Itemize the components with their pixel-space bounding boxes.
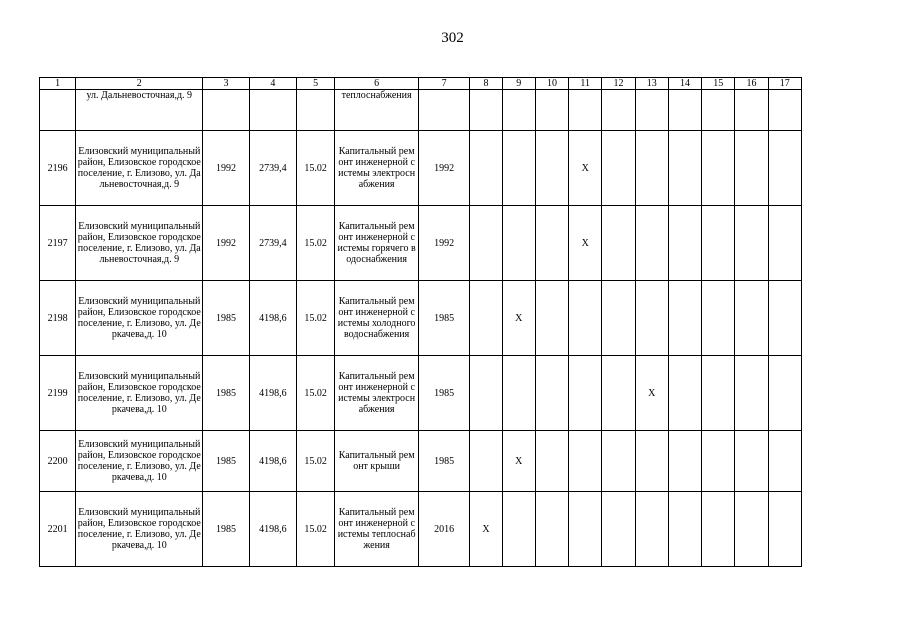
cell-col17 (768, 206, 801, 281)
continuation-row (40, 90, 802, 131)
cell-number: 2201 (40, 492, 76, 567)
cell-col15 (702, 356, 735, 431)
cell-col11: X (569, 131, 602, 206)
cell-area: 2739,4 (249, 131, 296, 206)
cell-col10 (535, 356, 568, 431)
cell-address: Елизовский муниципальный район, Елизовское городское поселение, г. Елизово, ул. Деркачева,д. 10 (76, 431, 203, 492)
cell-address: Елизовский муниципальный район, Елизовское городское поселение, г. Елизово, ул. Дальневосточная,д. 9 (76, 206, 203, 281)
cell-col9 (502, 131, 535, 206)
cell-year: 1985 (203, 431, 249, 492)
cell-col14 (668, 431, 701, 492)
table-row (40, 356, 802, 431)
cell-col9 (502, 492, 535, 567)
table-row (40, 206, 802, 281)
cell-mark (668, 90, 701, 131)
header-cell: 7 (418, 78, 469, 90)
cell-col10 (535, 281, 568, 356)
cell-work: Капитальный ремонт крыши (335, 431, 419, 492)
cell-col14 (668, 131, 701, 206)
header-cell: 11 (569, 78, 602, 90)
cell-year-planned: 1992 (418, 206, 469, 281)
header-cell: 15 (702, 78, 735, 90)
cell-col12 (602, 206, 635, 281)
header-cell: 10 (535, 78, 568, 90)
header-cell: 12 (602, 78, 635, 90)
page-number: 302 (441, 30, 464, 46)
cell-work: Капитальный ремонт инженерной системы холодного водоснабжения (335, 281, 419, 356)
cell-col9: X (502, 281, 535, 356)
cell-col13 (635, 206, 668, 281)
cell-mark (535, 90, 568, 131)
cell-col17 (768, 431, 801, 492)
cell-area: 4198,6 (249, 492, 296, 567)
cell-area: 4198,6 (249, 356, 296, 431)
cell-col13 (635, 131, 668, 206)
cell-code (297, 90, 335, 131)
cell-col16 (735, 492, 768, 567)
cell-col15 (702, 431, 735, 492)
header-cell: 9 (502, 78, 535, 90)
cell-mark (569, 90, 602, 131)
header-cell: 3 (203, 78, 249, 90)
cell-number: 2199 (40, 356, 76, 431)
registry-table (39, 77, 802, 567)
cell-year: 1985 (203, 356, 249, 431)
cell-col13 (635, 431, 668, 492)
cell-col8: X (470, 492, 502, 567)
header-cell: 2 (76, 78, 203, 90)
cell-col12 (602, 281, 635, 356)
cell-col16 (735, 281, 768, 356)
cell-col16 (735, 131, 768, 206)
cell-col11 (569, 431, 602, 492)
cell-number: 2200 (40, 431, 76, 492)
cell-col15 (702, 131, 735, 206)
cell-col8 (470, 431, 502, 492)
cell-col14 (668, 281, 701, 356)
cell-col12 (602, 431, 635, 492)
cell-area: 4198,6 (249, 431, 296, 492)
cell-mark (735, 90, 768, 131)
cell-col15 (702, 492, 735, 567)
cell-year: 1992 (203, 131, 249, 206)
cell-col11: X (569, 206, 602, 281)
cell-year-planned: 1985 (418, 431, 469, 492)
cell-area: 2739,4 (249, 206, 296, 281)
table-row (40, 131, 802, 206)
cell-year-planned: 2016 (418, 492, 469, 567)
cell-year-planned: 1992 (418, 131, 469, 206)
cell-col10 (535, 492, 568, 567)
header-cell: 8 (470, 78, 502, 90)
cell-work: Капитальный ремонт инженерной системы электроснабжения (335, 131, 419, 206)
cell-mark (602, 90, 635, 131)
cell-year: 1985 (203, 281, 249, 356)
cell-work: Капитальный ремонт инженерной системы горячего водоснабжения (335, 206, 419, 281)
cell-col15 (702, 281, 735, 356)
cell-area: 4198,6 (249, 281, 296, 356)
cell-area (249, 90, 296, 131)
cell-year-planned: 1985 (418, 356, 469, 431)
cell-col8 (470, 281, 502, 356)
cell-address: ул. Дальневосточная,д. 9 (76, 90, 203, 131)
cell-col16 (735, 206, 768, 281)
cell-mark (768, 90, 801, 131)
cell-work: Капитальный ремонт инженерной системы электроснабжения (335, 356, 419, 431)
cell-address: Елизовский муниципальный район, Елизовское городское поселение, г. Елизово, ул. Деркачева,д. 10 (76, 356, 203, 431)
cell-year-planned (418, 90, 469, 131)
header-cell: 16 (735, 78, 768, 90)
header-cell: 5 (297, 78, 335, 90)
cell-code: 15.02 (297, 356, 335, 431)
cell-col13 (635, 281, 668, 356)
header-cell: 13 (635, 78, 668, 90)
table-row (40, 281, 802, 356)
cell-year (203, 90, 249, 131)
cell-col17 (768, 131, 801, 206)
cell-code: 15.02 (297, 131, 335, 206)
cell-col13 (635, 492, 668, 567)
cell-col11 (569, 492, 602, 567)
cell-number: 2196 (40, 131, 76, 206)
cell-col11 (569, 356, 602, 431)
cell-col12 (602, 492, 635, 567)
header-cell: 17 (768, 78, 801, 90)
cell-year: 1985 (203, 492, 249, 567)
cell-mark (635, 90, 668, 131)
cell-work: Капитальный ремонт инженерной системы теплоснабжения (335, 492, 419, 567)
cell-mark (470, 90, 502, 131)
cell-year: 1992 (203, 206, 249, 281)
cell-col17 (768, 281, 801, 356)
cell-col8 (470, 206, 502, 281)
cell-col13: X (635, 356, 668, 431)
cell-address: Елизовский муниципальный район, Елизовское городское поселение, г. Елизово, ул. Деркачева,д. 10 (76, 281, 203, 356)
cell-number: 2197 (40, 206, 76, 281)
cell-col16 (735, 356, 768, 431)
cell-work: теплоснабжения (335, 90, 419, 131)
cell-col15 (702, 206, 735, 281)
header-cell: 14 (668, 78, 701, 90)
cell-col10 (535, 206, 568, 281)
cell-col17 (768, 356, 801, 431)
cell-year-planned: 1985 (418, 281, 469, 356)
cell-col14 (668, 356, 701, 431)
cell-col9 (502, 356, 535, 431)
cell-col14 (668, 206, 701, 281)
cell-col8 (470, 131, 502, 206)
cell-col9: X (502, 431, 535, 492)
header-cell: 1 (40, 78, 76, 90)
cell-col17 (768, 492, 801, 567)
cell-code: 15.02 (297, 281, 335, 356)
header-cell: 4 (249, 78, 296, 90)
cell-col10 (535, 431, 568, 492)
cell-col14 (668, 492, 701, 567)
cell-number (40, 90, 76, 131)
cell-mark (502, 90, 535, 131)
cell-col12 (602, 131, 635, 206)
cell-col9 (502, 206, 535, 281)
cell-code: 15.02 (297, 206, 335, 281)
cell-number: 2198 (40, 281, 76, 356)
cell-mark (702, 90, 735, 131)
cell-code: 15.02 (297, 492, 335, 567)
cell-col16 (735, 431, 768, 492)
header-cell: 6 (335, 78, 419, 90)
cell-col10 (535, 131, 568, 206)
cell-col12 (602, 356, 635, 431)
cell-address: Елизовский муниципальный район, Елизовское городское поселение, г. Елизово, ул. Деркачева,д. 10 (76, 492, 203, 567)
cell-col11 (569, 281, 602, 356)
table-row (40, 492, 802, 567)
cell-col8 (470, 356, 502, 431)
table-row (40, 431, 802, 492)
header-row (40, 78, 802, 90)
cell-code: 15.02 (297, 431, 335, 492)
cell-address: Елизовский муниципальный район, Елизовское городское поселение, г. Елизово, ул. Дальневосточная,д. 9 (76, 131, 203, 206)
